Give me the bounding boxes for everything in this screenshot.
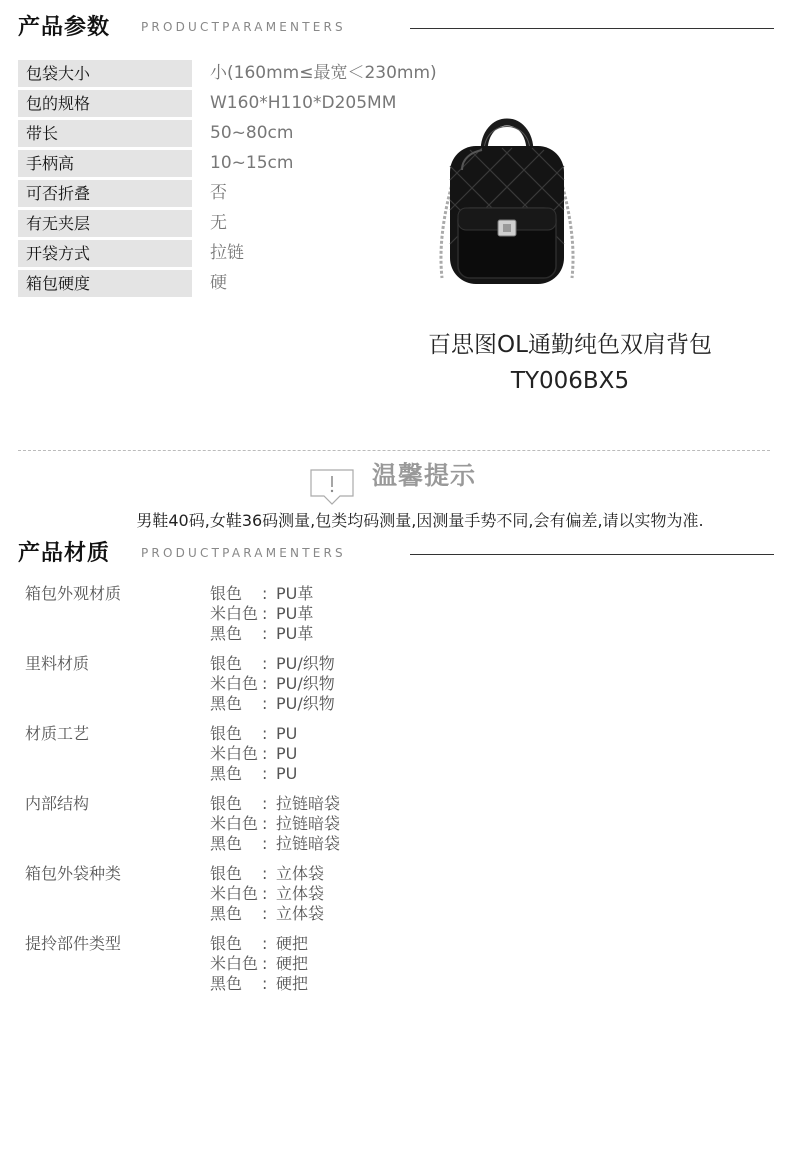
material-colon: :	[262, 764, 268, 783]
material-colon: :	[262, 744, 268, 763]
materials-section-header	[18, 536, 774, 570]
material-color: 银色	[210, 584, 243, 603]
material-color: 黑色	[210, 834, 243, 853]
material-color: 黑色	[210, 624, 243, 643]
materials-section-subtitle: PRODUCTPARAMENTERS	[141, 546, 346, 560]
param-row	[18, 120, 438, 150]
material-values	[210, 584, 314, 644]
material-value: 拉链暗袋	[276, 834, 341, 853]
material-colon: :	[262, 934, 268, 953]
material-line	[210, 654, 335, 674]
exclamation-icon	[310, 469, 354, 505]
param-label: 开袋方式	[18, 240, 192, 267]
product-image	[432, 110, 582, 290]
material-line	[210, 904, 325, 924]
param-label: 可否折叠	[18, 180, 192, 207]
param-value: 小(160mm≤最宽＜230mm)	[210, 63, 437, 83]
material-line	[210, 934, 309, 954]
material-line	[210, 954, 309, 974]
material-colon: :	[262, 834, 268, 853]
material-line	[210, 584, 314, 604]
material-value: 拉链暗袋	[276, 814, 341, 833]
material-colon: :	[262, 604, 268, 623]
material-value: PU革	[276, 624, 314, 643]
params-section-title: 产品参数	[18, 15, 111, 40]
material-color: 米白色	[210, 744, 259, 763]
tip-text: 男鞋40码,女鞋36码测量,包类均码测量,因测量手势不同,会有偏差,请以实物为准.	[136, 511, 704, 530]
material-colon: :	[262, 694, 268, 713]
material-colon: :	[262, 954, 268, 973]
material-colon: :	[262, 584, 268, 603]
product-name: 百思图OL通勤纯色双肩背包	[428, 332, 712, 358]
param-label: 手柄高	[18, 150, 192, 177]
param-value: 否	[210, 183, 227, 203]
material-line	[210, 794, 341, 814]
material-value: 拉链暗袋	[276, 794, 341, 813]
params-section-subtitle: PRODUCTPARAMENTERS	[141, 20, 346, 34]
material-row	[25, 794, 625, 864]
material-line	[210, 604, 314, 624]
params-table	[18, 60, 438, 300]
material-line	[210, 814, 341, 834]
material-colon: :	[262, 864, 268, 883]
material-value: 硬把	[276, 954, 309, 973]
params-section-header	[18, 10, 774, 44]
material-color: 米白色	[210, 674, 259, 693]
material-label: 里料材质	[25, 654, 90, 673]
material-color: 米白色	[210, 954, 259, 973]
param-value: 拉链	[210, 243, 244, 263]
param-row	[18, 210, 438, 240]
material-color: 银色	[210, 794, 243, 813]
material-label: 箱包外观材质	[25, 584, 122, 603]
material-colon: :	[262, 654, 268, 673]
material-row	[25, 654, 625, 724]
material-color: 米白色	[210, 604, 259, 623]
material-value: PU	[276, 744, 298, 763]
param-row	[18, 270, 438, 300]
material-line	[210, 624, 314, 644]
param-label: 包的规格	[18, 90, 192, 117]
material-label: 内部结构	[25, 794, 90, 813]
product-code: TY006BX5	[510, 368, 630, 394]
material-colon: :	[262, 904, 268, 923]
material-label: 材质工艺	[25, 724, 90, 743]
material-value: PU	[276, 724, 298, 743]
material-value: PU	[276, 764, 298, 783]
material-line	[210, 884, 325, 904]
param-row	[18, 240, 438, 270]
material-row	[25, 864, 625, 934]
material-line	[210, 834, 341, 854]
param-row	[18, 90, 438, 120]
param-label: 包袋大小	[18, 60, 192, 87]
material-values	[210, 934, 309, 994]
material-line	[210, 694, 335, 714]
material-line	[210, 974, 309, 994]
material-color: 黑色	[210, 974, 243, 993]
material-colon: :	[262, 724, 268, 743]
material-row	[25, 724, 625, 794]
material-values	[210, 724, 298, 784]
material-line	[210, 764, 298, 784]
material-color: 银色	[210, 934, 243, 953]
material-line	[210, 744, 298, 764]
material-line	[210, 724, 298, 744]
param-row	[18, 180, 438, 210]
material-colon: :	[262, 674, 268, 693]
material-line	[210, 864, 325, 884]
material-value: PU/织物	[276, 654, 335, 673]
param-label: 箱包硬度	[18, 270, 192, 297]
material-value: PU/织物	[276, 694, 335, 713]
param-value: 硬	[210, 273, 227, 293]
material-values	[210, 864, 325, 924]
material-values	[210, 794, 341, 854]
material-colon: :	[262, 884, 268, 903]
material-value: 立体袋	[276, 904, 325, 923]
materials-table	[25, 584, 625, 1004]
material-row	[25, 584, 625, 654]
param-value: 无	[210, 213, 227, 233]
material-color: 银色	[210, 654, 243, 673]
material-colon: :	[262, 814, 268, 833]
material-colon: :	[262, 794, 268, 813]
param-value: W160*H110*D205MM	[210, 93, 397, 113]
dashed-divider	[18, 450, 770, 451]
param-value: 10~15cm	[210, 153, 294, 173]
materials-section-title: 产品材质	[18, 541, 111, 566]
material-color: 黑色	[210, 764, 243, 783]
material-value: PU革	[276, 604, 314, 623]
material-row	[25, 934, 625, 1004]
header-rule	[410, 28, 774, 29]
material-value: 立体袋	[276, 864, 325, 883]
param-row	[18, 150, 438, 180]
material-label: 箱包外袋种类	[25, 864, 122, 883]
material-color: 米白色	[210, 884, 259, 903]
param-row	[18, 60, 438, 90]
material-value: 硬把	[276, 934, 309, 953]
material-value: 硬把	[276, 974, 309, 993]
material-color: 银色	[210, 864, 243, 883]
param-label: 有无夹层	[18, 210, 192, 237]
material-line	[210, 674, 335, 694]
material-color: 黑色	[210, 694, 243, 713]
param-label: 带长	[18, 120, 192, 147]
material-colon: :	[262, 624, 268, 643]
material-value: PU革	[276, 584, 314, 603]
material-value: 立体袋	[276, 884, 325, 903]
tip-title: 温馨提示	[372, 461, 477, 490]
material-value: PU/织物	[276, 674, 335, 693]
material-values	[210, 654, 335, 714]
material-label: 提拎部件类型	[25, 934, 122, 953]
material-color: 银色	[210, 724, 243, 743]
header-rule	[410, 554, 774, 555]
param-value: 50~80cm	[210, 123, 294, 143]
material-color: 黑色	[210, 904, 243, 923]
material-colon: :	[262, 974, 268, 993]
material-color: 米白色	[210, 814, 259, 833]
